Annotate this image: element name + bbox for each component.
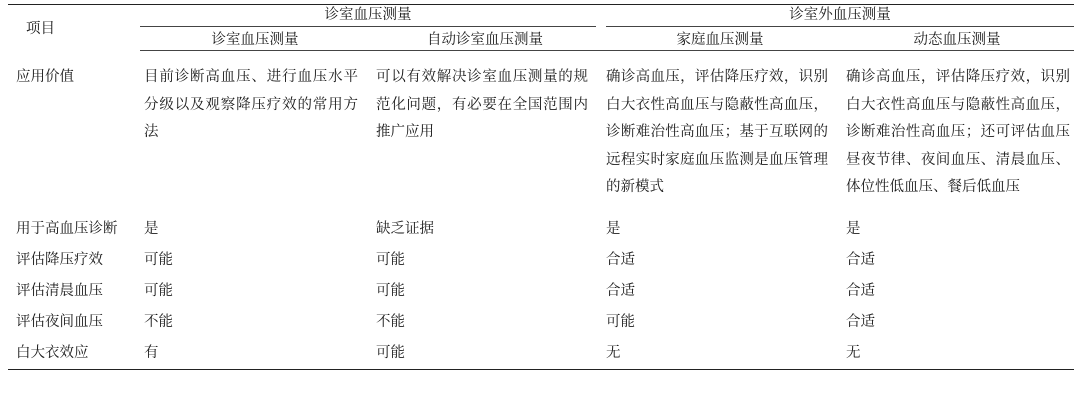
table-row xyxy=(8,307,1074,338)
cell-auto-office: 缺乏证据 xyxy=(376,220,434,237)
header-item: 项目 xyxy=(8,5,140,51)
cell-auto-office: 可能 xyxy=(376,251,405,268)
header-row-columns xyxy=(8,27,1074,51)
cell-office: 是 xyxy=(144,220,159,237)
cell-home: 无 xyxy=(606,344,621,361)
row-item: 评估清晨血压 xyxy=(16,282,103,299)
cell-ambulatory: 确诊高血压，评估降压疗效，识别白大衣性高血压与隐蔽性高血压，诊断难治性高血压；还可评估血压昼夜节律、夜间血压、清晨血压、体位性低血压、餐后低血压 xyxy=(846,69,1070,195)
header-col-home: 家庭血压测量 xyxy=(600,27,840,51)
header-office-group xyxy=(140,5,600,28)
cell-home: 确诊高血压，评估降压疗效，识别白大衣性高血压与隐蔽性高血压，诊断难治性高血压；基于互联网的远程实时家庭血压监测是血压管理的新模式 xyxy=(606,69,828,195)
table-row xyxy=(8,338,1074,370)
cell-auto-office: 可以有效解决诊室血压测量的规范化问题，有必要在全国范围内推广应用 xyxy=(376,69,588,140)
cell-ambulatory: 合适 xyxy=(846,251,875,268)
cell-auto-office: 可能 xyxy=(376,282,405,299)
cell-home: 是 xyxy=(606,220,621,237)
cell-office: 可能 xyxy=(144,251,173,268)
header-office-group-label: 诊室血压测量 xyxy=(140,5,596,27)
header-col-ambulatory: 动态血压测量 xyxy=(840,27,1074,51)
cell-home: 合适 xyxy=(606,251,635,268)
cell-auto-office: 不能 xyxy=(376,313,405,330)
cell-ambulatory: 合适 xyxy=(846,313,875,330)
cell-ambulatory: 合适 xyxy=(846,282,875,299)
cell-office: 可能 xyxy=(144,282,173,299)
table-row xyxy=(8,214,1074,245)
row-item: 用于高血压诊断 xyxy=(16,220,118,237)
cell-auto-office: 可能 xyxy=(376,344,405,361)
cell-home: 合适 xyxy=(606,282,635,299)
bp-measurement-table-container xyxy=(8,4,1074,370)
header-row-groups xyxy=(8,5,1074,28)
header-col-auto-office: 自动诊室血压测量 xyxy=(370,27,600,51)
cell-home: 可能 xyxy=(606,313,635,330)
cell-office: 目前诊断高血压、进行血压水平分级以及观察降压疗效的常用方法 xyxy=(144,69,358,140)
row-item: 评估夜间血压 xyxy=(16,313,103,330)
table-row xyxy=(8,276,1074,307)
row-item: 评估降压疗效 xyxy=(16,251,103,268)
bp-measurement-comparison-table xyxy=(8,4,1074,370)
table-row xyxy=(8,51,1074,214)
cell-office: 有 xyxy=(144,344,159,361)
row-item: 应用价值 xyxy=(16,68,74,85)
row-item: 白大衣效应 xyxy=(16,344,89,361)
table-row xyxy=(8,245,1074,276)
header-out-office-group-label: 诊室外血压测量 xyxy=(606,5,1074,27)
cell-office: 不能 xyxy=(144,313,173,330)
header-col-office: 诊室血压测量 xyxy=(140,27,370,51)
cell-ambulatory: 是 xyxy=(846,220,861,237)
header-out-office-group xyxy=(600,5,1074,28)
cell-ambulatory: 无 xyxy=(846,344,861,361)
